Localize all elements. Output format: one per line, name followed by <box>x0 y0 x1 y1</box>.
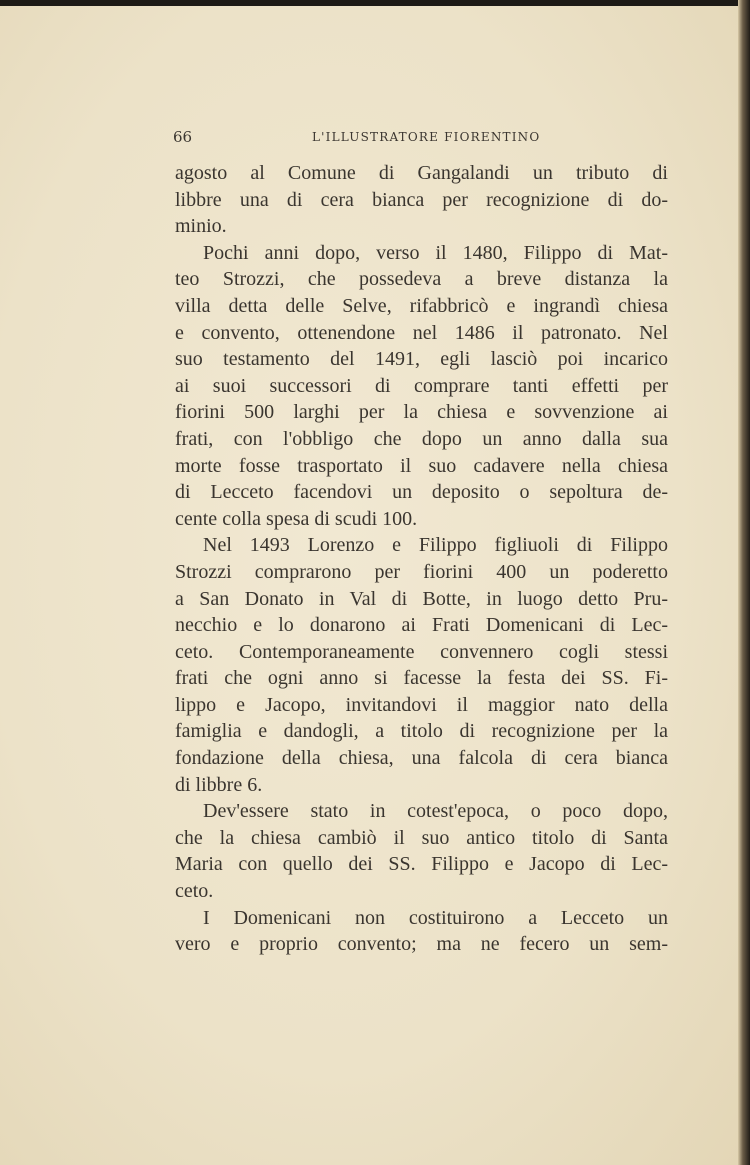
running-header <box>175 128 668 148</box>
paragraph <box>175 798 668 904</box>
text-line: cente colla spesa di scudi 100. <box>175 507 418 530</box>
text-line: famiglia e dandogli, a titolo di recognizione per la <box>175 720 668 743</box>
text-line: Nel 1493 Lorenzo e Filippo figliuoli di Filippo <box>203 534 668 557</box>
text-line: morte fosse trasportato il suo cadavere nella chiesa <box>175 454 668 477</box>
text-line: Strozzi comprarono per fiorini 400 un poderetto <box>175 560 668 583</box>
text-line: fiorini 500 larghi per la chiesa e sovvenzione ai <box>175 401 668 424</box>
paragraph <box>175 905 668 958</box>
paragraph <box>175 532 668 798</box>
text-line: ceto. <box>175 880 214 903</box>
text-line: suo testamento del 1491, egli lasciò poi incarico <box>175 348 668 371</box>
text-line: e convento, ottenendone nel 1486 il patronato. Nel <box>175 321 668 344</box>
text-line: ceto. Contemporaneamente convennero cogli stessi <box>175 640 668 663</box>
text-line: fondazione della chiesa, una falcola di cera bianca <box>175 747 668 770</box>
running-title: L'ILLUSTRATORE FIORENTINO <box>312 130 541 144</box>
body-text <box>175 160 668 958</box>
text-line: I Domenicani non costituirono a Lecceto un <box>203 906 668 929</box>
book-page <box>0 6 740 1165</box>
text-line: villa detta delle Selve, rifabbricò e ingrandì chiesa <box>175 294 668 317</box>
text-line: necchio e lo donarono ai Frati Domenicani di Lec- <box>175 614 668 637</box>
text-line: frati che ogni anno si facesse la festa dei SS. Fi- <box>175 667 668 690</box>
text-line: Pochi anni dopo, verso il 1480, Filippo di Mat- <box>203 241 668 264</box>
text-line: agosto al Comune di Gangalandi un tributo di <box>175 162 668 184</box>
page-edge <box>738 0 750 1165</box>
text-line: a San Donato in Val di Botte, in luogo detto Pru- <box>175 587 668 610</box>
text-line: Maria con quello dei SS. Filippo e Jacopo di Lec- <box>175 853 668 876</box>
text-line: minio. <box>175 215 227 238</box>
text-line: teo Strozzi, che possedeva a breve distanza la <box>175 268 668 291</box>
text-line: lippo e Jacopo, invitandovi il maggior nato della <box>175 693 668 716</box>
paragraph <box>175 240 668 533</box>
paragraph <box>175 160 668 240</box>
text-line: frati, con l'obbligo che dopo un anno dalla sua <box>175 427 668 450</box>
text-line: di libbre 6. <box>175 773 263 796</box>
text-line: che la chiesa cambiò il suo antico titolo di Santa <box>175 826 668 849</box>
text-line: vero e proprio convento; ma ne fecero un sem- <box>175 933 668 956</box>
text-line: libbre una di cera bianca per recognizione di do- <box>175 188 668 211</box>
text-line: Dev'essere stato in cotest'epoca, o poco dopo, <box>203 800 668 823</box>
text-line: di Lecceto facendovi un deposito o sepoltura de- <box>175 481 668 504</box>
text-line: ai suoi successori di comprare tanti effetti per <box>175 374 668 397</box>
page-number: 66 <box>173 128 193 146</box>
